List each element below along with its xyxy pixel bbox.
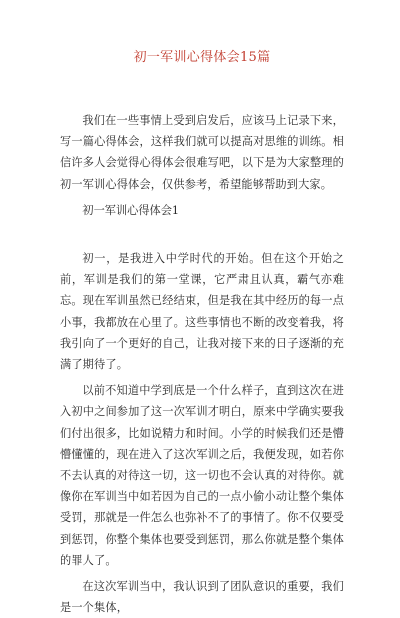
intro-section	[60, 110, 344, 195]
body-paragraph-2: 以前不知道中学到底是一个什么样子，直到这次在进入初中之间参加了这一次军训才明白，原来中学确实要我们付出很多，比如说精力和时间。小学的时候我们还是懵懵懂懂的，现在进入了这次军训之后，我便发现，如若你不去认真的对待这一切，这一切也不会认真的对待你。就像你在军训当中如若因为自己的一点小偷小动让整个集体受罚，那就是一件怎么也弥补不了的事情了。你不仅要受到惩罚，你整个集体也要受到惩罚，那么你就是整个集体的罪人了。	[60, 384, 344, 567]
intro-paragraph: 我们在一些事情上受到启发后，应该马上记录下来，写一篇心得体会，这样我们就可以提高对思维的训练。相信许多人会觉得心得体会很难写吧，以下是为大家整理的初一军训心得体会，仅供参考，希望能够帮助到大家。	[60, 114, 344, 191]
body-paragraph-3: 在这次军训当中，我认识到了团队意识的重要，我们是一个集体，	[60, 580, 344, 615]
section-heading: 初一军训心得体会1	[82, 203, 180, 217]
body-section	[60, 248, 344, 618]
body-paragraph-1: 初一，是我进入中学时代的开始。但在这个开始之前，军训是我们的第一堂课，它严肃且认真，霸气亦难忘。现在军训虽然已经结束，但是我在其中经历的每一点小事，我都放在心里了。这些事情也不断的改变着我，将我引向了一个更好的自己，让我对接下来的日子逐渐的充满了期待了。	[60, 252, 344, 372]
document-title: 初一军训心得体会15篇	[133, 50, 271, 65]
